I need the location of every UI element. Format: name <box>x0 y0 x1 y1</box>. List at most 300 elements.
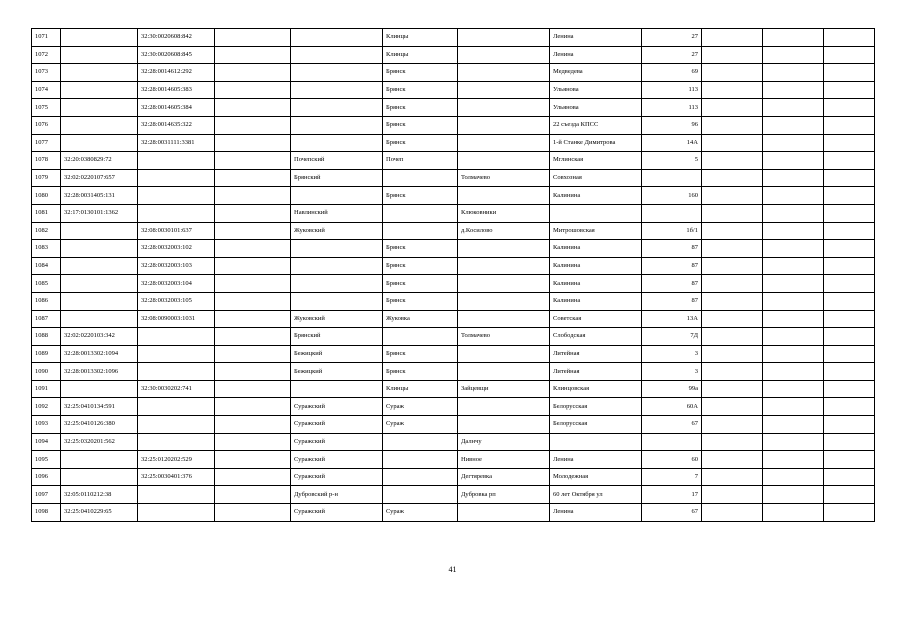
blank-cell <box>215 292 291 310</box>
house-number-cell: 113 <box>642 99 702 117</box>
settlement-cell: Толмачево <box>458 328 550 346</box>
settlement-cell <box>458 398 550 416</box>
row-index-cell: 1076 <box>32 116 61 134</box>
cadastral-number-b-cell: 32:28:0014635:322 <box>138 116 215 134</box>
extra-cell-2 <box>763 486 824 504</box>
extra-cell-1 <box>702 222 763 240</box>
row-index-cell: 1072 <box>32 46 61 64</box>
cadastral-number-b-cell <box>138 187 215 205</box>
blank-cell <box>215 504 291 522</box>
extra-cell-2 <box>763 398 824 416</box>
cadastral-number-b-cell: 32:28:0014612:292 <box>138 64 215 82</box>
cadastral-number-b-cell: 32:25:0120202:529 <box>138 451 215 469</box>
extra-cell-3 <box>824 380 875 398</box>
table-row <box>32 204 875 222</box>
cadastral-number-b-cell: 32:25:0030401:376 <box>138 468 215 486</box>
table-row <box>32 416 875 434</box>
cadastral-number-a-cell <box>61 29 138 47</box>
street-cell: Ленина <box>550 504 642 522</box>
row-index-cell: 1075 <box>32 99 61 117</box>
cadastral-number-a-cell <box>61 310 138 328</box>
district-cell: Суражский <box>291 504 383 522</box>
extra-cell-2 <box>763 504 824 522</box>
row-index-cell: 1096 <box>32 468 61 486</box>
cadastral-number-a-cell: 32:25:0410229:65 <box>61 504 138 522</box>
cadastral-number-a-cell <box>61 468 138 486</box>
cadastral-number-b-cell: 32:28:0032003:105 <box>138 292 215 310</box>
district-cell: Брянский <box>291 169 383 187</box>
street-cell: 22 съезда КПСС <box>550 116 642 134</box>
cadastral-number-a-cell <box>61 99 138 117</box>
house-number-cell: 160 <box>642 187 702 205</box>
cadastral-number-b-cell: 32:28:0032003:102 <box>138 240 215 258</box>
district-cell: Брянский <box>291 328 383 346</box>
row-index-cell: 1084 <box>32 257 61 275</box>
extra-cell-3 <box>824 504 875 522</box>
table-row <box>32 187 875 205</box>
settlement-cell <box>458 46 550 64</box>
district-cell <box>291 81 383 99</box>
blank-cell <box>215 275 291 293</box>
extra-cell-1 <box>702 116 763 134</box>
house-number-cell: 87 <box>642 257 702 275</box>
extra-cell-2 <box>763 380 824 398</box>
settlement-cell <box>458 345 550 363</box>
blank-cell <box>215 345 291 363</box>
street-cell: Ленина <box>550 451 642 469</box>
cadastral-number-b-cell: 32:30:0020608:842 <box>138 29 215 47</box>
extra-cell-1 <box>702 169 763 187</box>
street-cell: 1-й Станке Димитрова <box>550 134 642 152</box>
row-index-cell: 1071 <box>32 29 61 47</box>
extra-cell-3 <box>824 257 875 275</box>
table-row <box>32 99 875 117</box>
street-cell: Молодежная <box>550 468 642 486</box>
district-cell: Навлинский <box>291 204 383 222</box>
cadastral-number-a-cell: 32:02:0220103:342 <box>61 328 138 346</box>
cadastral-number-b-cell <box>138 152 215 170</box>
table-row <box>32 64 875 82</box>
city-cell: Брянск <box>383 187 458 205</box>
settlement-cell <box>458 310 550 328</box>
row-index-cell: 1095 <box>32 451 61 469</box>
street-cell: Ленина <box>550 46 642 64</box>
house-number-cell: 67 <box>642 504 702 522</box>
cadastral-number-b-cell: 32:28:0031111:3381 <box>138 134 215 152</box>
district-cell <box>291 29 383 47</box>
extra-cell-3 <box>824 345 875 363</box>
settlement-cell: Дубровка рп <box>458 486 550 504</box>
extra-cell-1 <box>702 257 763 275</box>
house-number-cell <box>642 433 702 451</box>
row-index-cell: 1086 <box>32 292 61 310</box>
row-index-cell: 1093 <box>32 416 61 434</box>
house-number-cell: 3 <box>642 363 702 381</box>
settlement-cell <box>458 363 550 381</box>
extra-cell-3 <box>824 152 875 170</box>
cadastral-number-b-cell: 32:28:0014605:383 <box>138 81 215 99</box>
extra-cell-1 <box>702 46 763 64</box>
district-cell <box>291 187 383 205</box>
extra-cell-1 <box>702 398 763 416</box>
extra-cell-2 <box>763 64 824 82</box>
house-number-cell <box>642 169 702 187</box>
table-row <box>32 240 875 258</box>
extra-cell-2 <box>763 152 824 170</box>
city-cell: Брянск <box>383 99 458 117</box>
city-cell: Брянск <box>383 275 458 293</box>
settlement-cell <box>458 187 550 205</box>
blank-cell <box>215 152 291 170</box>
extra-cell-1 <box>702 363 763 381</box>
extra-cell-2 <box>763 451 824 469</box>
table-row <box>32 257 875 275</box>
blank-cell <box>215 204 291 222</box>
extra-cell-1 <box>702 64 763 82</box>
settlement-cell <box>458 116 550 134</box>
city-cell: Брянск <box>383 257 458 275</box>
extra-cell-1 <box>702 134 763 152</box>
extra-cell-1 <box>702 468 763 486</box>
house-number-cell: 60 <box>642 451 702 469</box>
street-cell: Литейная <box>550 345 642 363</box>
district-cell <box>291 116 383 134</box>
table-row <box>32 328 875 346</box>
street-cell: Медведева <box>550 64 642 82</box>
extra-cell-2 <box>763 328 824 346</box>
cadastral-number-a-cell <box>61 380 138 398</box>
extra-cell-1 <box>702 345 763 363</box>
street-cell: Белорусская <box>550 398 642 416</box>
city-cell <box>383 486 458 504</box>
cadastral-number-a-cell <box>61 46 138 64</box>
district-cell <box>291 46 383 64</box>
settlement-cell: д.Косилово <box>458 222 550 240</box>
extra-cell-3 <box>824 222 875 240</box>
street-cell: Калинина <box>550 240 642 258</box>
district-cell <box>291 64 383 82</box>
city-cell: Сураж <box>383 504 458 522</box>
settlement-cell <box>458 99 550 117</box>
blank-cell <box>215 134 291 152</box>
district-cell <box>291 257 383 275</box>
extra-cell-3 <box>824 363 875 381</box>
extra-cell-3 <box>824 451 875 469</box>
blank-cell <box>215 398 291 416</box>
extra-cell-2 <box>763 275 824 293</box>
cadastral-number-b-cell <box>138 169 215 187</box>
cadastral-number-b-cell <box>138 345 215 363</box>
house-number-cell: 67 <box>642 416 702 434</box>
extra-cell-2 <box>763 310 824 328</box>
settlement-cell <box>458 257 550 275</box>
district-cell <box>291 275 383 293</box>
city-cell: Брянск <box>383 363 458 381</box>
extra-cell-1 <box>702 486 763 504</box>
table-row <box>32 433 875 451</box>
settlement-cell <box>458 134 550 152</box>
extra-cell-3 <box>824 292 875 310</box>
cadastral-number-b-cell: 32:08:0030101:637 <box>138 222 215 240</box>
district-cell: Суражский <box>291 468 383 486</box>
extra-cell-3 <box>824 46 875 64</box>
extra-cell-2 <box>763 468 824 486</box>
extra-cell-2 <box>763 433 824 451</box>
house-number-cell <box>642 204 702 222</box>
district-cell: Дубровский р-н <box>291 486 383 504</box>
row-index-cell: 1087 <box>32 310 61 328</box>
blank-cell <box>215 116 291 134</box>
settlement-cell: Зайцевщи <box>458 380 550 398</box>
house-number-cell: 7Д <box>642 328 702 346</box>
table-row <box>32 169 875 187</box>
street-cell: Ульянова <box>550 81 642 99</box>
row-index-cell: 1092 <box>32 398 61 416</box>
settlement-cell <box>458 275 550 293</box>
row-index-cell: 1091 <box>32 380 61 398</box>
extra-cell-3 <box>824 64 875 82</box>
row-index-cell: 1083 <box>32 240 61 258</box>
extra-cell-2 <box>763 99 824 117</box>
extra-cell-1 <box>702 275 763 293</box>
extra-cell-2 <box>763 169 824 187</box>
city-cell: Брянск <box>383 240 458 258</box>
district-cell: Жуковский <box>291 310 383 328</box>
blank-cell <box>215 46 291 64</box>
extra-cell-1 <box>702 328 763 346</box>
district-cell <box>291 380 383 398</box>
cadastral-number-b-cell <box>138 328 215 346</box>
street-cell <box>550 433 642 451</box>
table-row <box>32 134 875 152</box>
street-cell: Калинина <box>550 257 642 275</box>
blank-cell <box>215 433 291 451</box>
cadastral-number-a-cell: 32:28:0031405:131 <box>61 187 138 205</box>
city-cell: Сураж <box>383 416 458 434</box>
settlement-cell <box>458 64 550 82</box>
district-cell <box>291 134 383 152</box>
blank-cell <box>215 64 291 82</box>
extra-cell-3 <box>824 328 875 346</box>
extra-cell-2 <box>763 29 824 47</box>
house-number-cell: 69 <box>642 64 702 82</box>
extra-cell-3 <box>824 240 875 258</box>
settlement-cell <box>458 240 550 258</box>
cadastral-number-b-cell: 32:28:0032003:104 <box>138 275 215 293</box>
cadastral-number-a-cell: 32:28:0013302:1094 <box>61 345 138 363</box>
street-cell: Ульянова <box>550 99 642 117</box>
settlement-cell <box>458 504 550 522</box>
extra-cell-3 <box>824 116 875 134</box>
blank-cell <box>215 240 291 258</box>
row-index-cell: 1074 <box>32 81 61 99</box>
street-cell: Литейная <box>550 363 642 381</box>
extra-cell-2 <box>763 187 824 205</box>
settlement-cell <box>458 292 550 310</box>
city-cell <box>383 433 458 451</box>
house-number-cell: 87 <box>642 240 702 258</box>
extra-cell-1 <box>702 81 763 99</box>
extra-cell-2 <box>763 416 824 434</box>
cadastral-number-a-cell <box>61 64 138 82</box>
registry-table <box>31 28 875 522</box>
house-number-cell: 27 <box>642 46 702 64</box>
district-cell: Суражский <box>291 398 383 416</box>
cadastral-number-a-cell <box>61 451 138 469</box>
extra-cell-2 <box>763 240 824 258</box>
street-cell: Митрошовская <box>550 222 642 240</box>
district-cell: Жуковский <box>291 222 383 240</box>
extra-cell-3 <box>824 275 875 293</box>
cadastral-number-b-cell <box>138 486 215 504</box>
house-number-cell: 13А <box>642 310 702 328</box>
table-row <box>32 451 875 469</box>
settlement-cell: Нивное <box>458 451 550 469</box>
extra-cell-2 <box>763 116 824 134</box>
cadastral-number-b-cell: 32:08:0090003:1031 <box>138 310 215 328</box>
extra-cell-1 <box>702 310 763 328</box>
house-number-cell: 87 <box>642 292 702 310</box>
city-cell: Сураж <box>383 398 458 416</box>
extra-cell-1 <box>702 240 763 258</box>
district-cell: Суражский <box>291 433 383 451</box>
extra-cell-2 <box>763 81 824 99</box>
house-number-cell: 60А <box>642 398 702 416</box>
extra-cell-3 <box>824 468 875 486</box>
blank-cell <box>215 29 291 47</box>
district-cell: Почепский <box>291 152 383 170</box>
city-cell: Клинцы <box>383 29 458 47</box>
cadastral-number-a-cell <box>61 222 138 240</box>
city-cell: Клинцы <box>383 380 458 398</box>
district-cell: Бежицкий <box>291 363 383 381</box>
house-number-cell: 87 <box>642 275 702 293</box>
street-cell: Калинина <box>550 275 642 293</box>
cadastral-number-a-cell: 32:17:0130101:1362 <box>61 204 138 222</box>
blank-cell <box>215 169 291 187</box>
row-index-cell: 1088 <box>32 328 61 346</box>
row-index-cell: 1081 <box>32 204 61 222</box>
extra-cell-3 <box>824 398 875 416</box>
settlement-cell: Толмачево <box>458 169 550 187</box>
city-cell <box>383 328 458 346</box>
blank-cell <box>215 81 291 99</box>
street-cell: Калинина <box>550 187 642 205</box>
extra-cell-2 <box>763 204 824 222</box>
extra-cell-3 <box>824 433 875 451</box>
cadastral-number-b-cell <box>138 433 215 451</box>
registry-table-body <box>32 29 875 522</box>
row-index-cell: 1078 <box>32 152 61 170</box>
extra-cell-3 <box>824 204 875 222</box>
row-index-cell: 1080 <box>32 187 61 205</box>
cadastral-number-a-cell <box>61 240 138 258</box>
street-cell: Мглинская <box>550 152 642 170</box>
cadastral-number-b-cell <box>138 416 215 434</box>
district-cell: Суражский <box>291 416 383 434</box>
table-row <box>32 275 875 293</box>
house-number-cell: 96 <box>642 116 702 134</box>
cadastral-number-a-cell: 32:05:0110212:38 <box>61 486 138 504</box>
extra-cell-3 <box>824 81 875 99</box>
district-cell <box>291 240 383 258</box>
cadastral-number-b-cell <box>138 363 215 381</box>
blank-cell <box>215 468 291 486</box>
house-number-cell: 113 <box>642 81 702 99</box>
cadastral-number-a-cell: 32:28:0013302:1096 <box>61 363 138 381</box>
table-row <box>32 504 875 522</box>
extra-cell-2 <box>763 46 824 64</box>
house-number-cell: 7 <box>642 468 702 486</box>
table-row <box>32 486 875 504</box>
table-row <box>32 345 875 363</box>
city-cell: Жуковка <box>383 310 458 328</box>
house-number-cell: 1б/1 <box>642 222 702 240</box>
extra-cell-3 <box>824 169 875 187</box>
extra-cell-3 <box>824 187 875 205</box>
street-cell: Советская <box>550 310 642 328</box>
row-index-cell: 1090 <box>32 363 61 381</box>
cadastral-number-a-cell: 32:20:0380829:72 <box>61 152 138 170</box>
extra-cell-1 <box>702 451 763 469</box>
table-row <box>32 310 875 328</box>
settlement-cell: Дегтяревка <box>458 468 550 486</box>
street-cell: Калинина <box>550 292 642 310</box>
city-cell: Брянск <box>383 345 458 363</box>
table-row <box>32 152 875 170</box>
district-cell <box>291 99 383 117</box>
blank-cell <box>215 416 291 434</box>
extra-cell-3 <box>824 29 875 47</box>
extra-cell-1 <box>702 416 763 434</box>
extra-cell-3 <box>824 99 875 117</box>
street-cell: Совхозная <box>550 169 642 187</box>
district-cell: Бежицкий <box>291 345 383 363</box>
extra-cell-1 <box>702 29 763 47</box>
extra-cell-1 <box>702 152 763 170</box>
city-cell <box>383 468 458 486</box>
city-cell: Брянск <box>383 64 458 82</box>
house-number-cell: 99а <box>642 380 702 398</box>
blank-cell <box>215 363 291 381</box>
house-number-cell: 17 <box>642 486 702 504</box>
extra-cell-1 <box>702 380 763 398</box>
street-cell: Белорусская <box>550 416 642 434</box>
cadastral-number-a-cell <box>61 292 138 310</box>
blank-cell <box>215 328 291 346</box>
cadastral-number-a-cell <box>61 116 138 134</box>
row-index-cell: 1073 <box>32 64 61 82</box>
cadastral-number-a-cell: 32:25:0410126:380 <box>61 416 138 434</box>
blank-cell <box>215 222 291 240</box>
blank-cell <box>215 380 291 398</box>
row-index-cell: 1097 <box>32 486 61 504</box>
blank-cell <box>215 310 291 328</box>
settlement-cell <box>458 416 550 434</box>
extra-cell-3 <box>824 416 875 434</box>
row-index-cell: 1089 <box>32 345 61 363</box>
city-cell <box>383 222 458 240</box>
extra-cell-1 <box>702 504 763 522</box>
table-row <box>32 116 875 134</box>
row-index-cell: 1082 <box>32 222 61 240</box>
blank-cell <box>215 187 291 205</box>
row-index-cell: 1077 <box>32 134 61 152</box>
city-cell <box>383 169 458 187</box>
street-cell <box>550 204 642 222</box>
blank-cell <box>215 257 291 275</box>
page-number: 41 <box>448 565 457 574</box>
